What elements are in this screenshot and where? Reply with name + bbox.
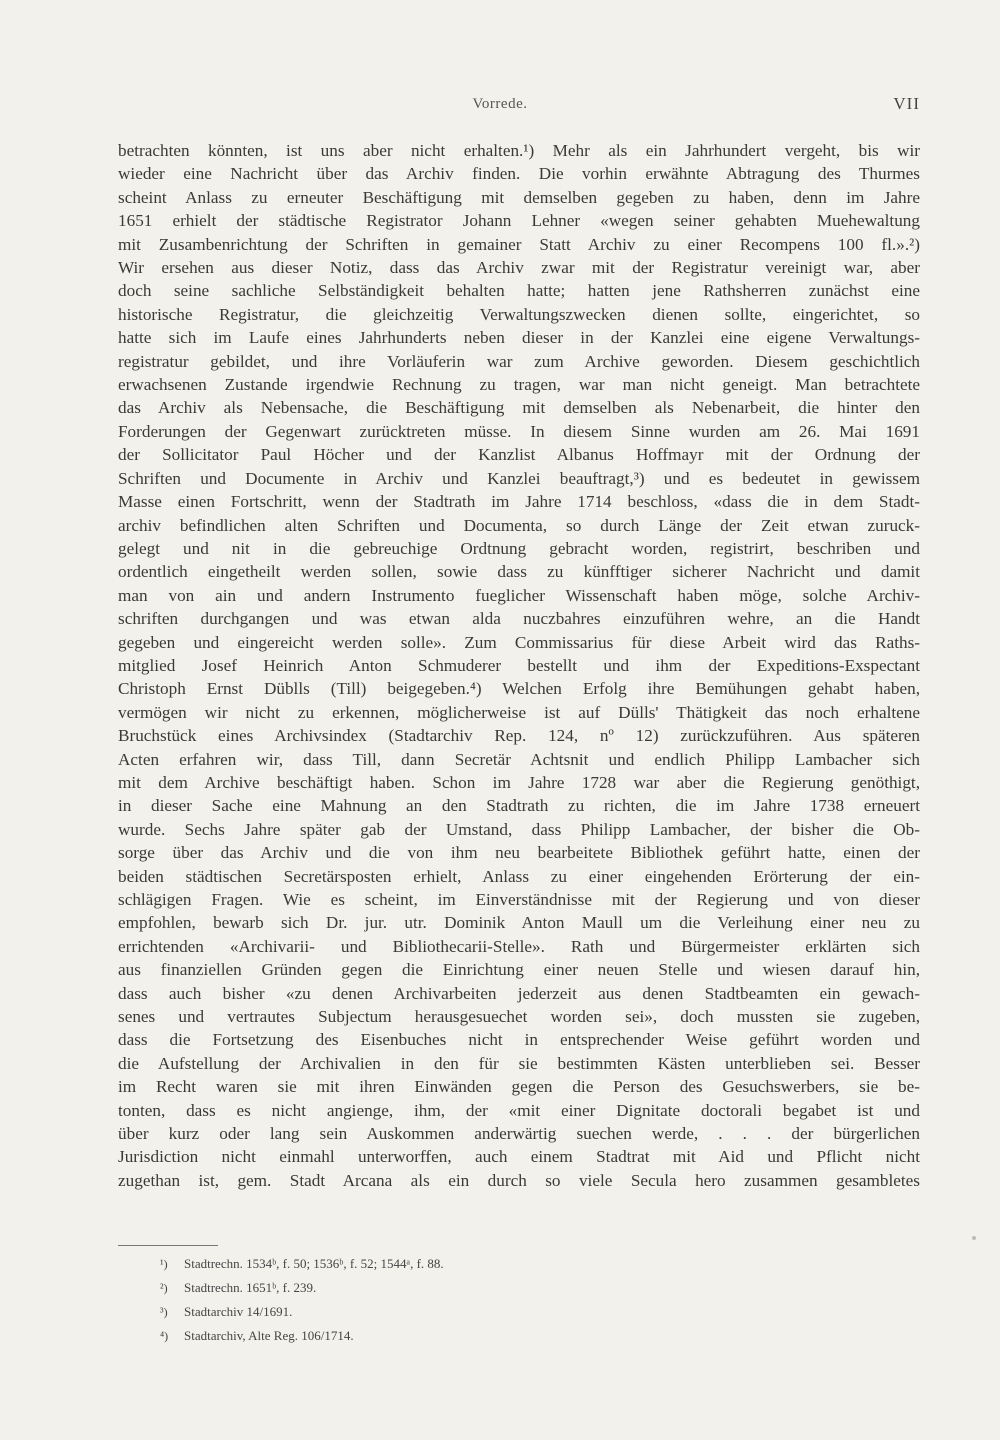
footnote-text: Stadtrechn. 1534ᵇ, f. 50; 1536ᵇ, f. 52; 1544ᵃ, f. 88. [184,1256,444,1271]
text-line: mit Zusambenrichtung der Schriften in gemainer Statt Archiv zu einer Recompens 100 fl.».²) [118,234,920,254]
footnote-marker: ¹) [160,1257,168,1271]
footnote-text: Stadtrechn. 1651ᵇ, f. 239. [184,1280,317,1295]
page-number: VII [893,94,920,113]
text-line: wieder eine Nachricht über das Archiv finden. Die vorhin erwähnte Abtragung des Thurmes [118,164,920,184]
text-line: errichtenden «Archivarii- und Bibliothecarii-Stelle». Rath und Bürgermeister erklärten sich [118,936,920,956]
text-line: Christoph Ernst Düblls (Till) beigegeben.⁴) Welchen Erfolg ihre Bemühungen gehabt haben, [118,679,920,699]
text-line: das Archiv als Nebensache, die Beschäftigung mit demselben als Nebenarbeit, die hinter den [118,398,920,418]
text-line: Jurisdiction nicht einmahl unterworffen, auch einem Stadtrat mit Aid und Pflicht nicht [118,1147,920,1167]
footnote-rule [118,1245,218,1246]
text-line: tonten, dass es nicht angienge, ihm, der «mit einer Dignitate doctorali begabet ist und [118,1100,920,1120]
text-line: scheint Anlass zu erneuter Beschäftigung mit demselben gegeben zu haben, denn im Jahre [118,187,920,207]
text-line: doch seine sachliche Selbständigkeit behalten hatte; hatten jene Rathsherren zunächst eine [118,281,920,301]
footnote-text: Stadtarchiv, Alte Reg. 106/1714. [184,1328,354,1343]
footnote-text: Stadtarchiv 14/1691. [184,1304,293,1319]
text-line: erwachsenen Zustande irgendwie Rechnung zu tragen, war man nicht geneigt. Man betrachtete [118,375,920,395]
text-line: vermögen wir nicht zu erkennen, möglicherweise ist auf Dülls' Thätigkeit das noch erhaltene [118,702,920,722]
text-line: empfohlen, bewarb sich Dr. jur. utr. Dominik Anton Maull um die Verleihung einer neu zu [118,913,920,933]
page-header [0,94,1000,124]
running-head: Vorrede. [472,96,528,112]
text-line: die Aufstellung der Archivalien in den für sie bestimmten Kästen unterblieben sei. Besser [118,1053,920,1073]
text-line: aus finanziellen Gründen gegen die Einrichtung einer neuen Stelle und wiesen darauf hin, [118,960,920,980]
text-line: dass auch bisher «zu denen Archivarbeiten jederzeit aus denen Stadtbeamten ein gewach- [118,983,920,1003]
text-line: Schriften und Documente in Archiv und Kanzlei beauftragt,³) und es bedeutet in gewissem [118,468,920,488]
text-line: betrachten könnten, ist uns aber nicht erhalten.¹) Mehr als ein Jahrhundert vergeht, bis wir [118,141,920,160]
paper-speck [972,1236,976,1240]
text-line: registratur gebildet, und ihre Vorläuferin war zum Archive geworden. Diesem geschichtlich [118,351,920,371]
footnotes [160,1252,760,1348]
footnote [160,1276,760,1300]
text-line: archiv befindlichen alten Schriften und Documenta, so durch Länge der Zeit etwan zuruck- [118,515,920,535]
text-line: zugethan ist, gem. Stadt Arcana als ein durch so viele Secula hero zusammen gesambletes [118,1170,920,1190]
text-line: der Sollicitator Paul Höcher und der Kanzlist Albanus Hoffmayr mit der Ordnung der [118,445,920,465]
text-line: in dieser Sache eine Mahnung an den Stadtrath zu richten, die im Jahre 1738 erneuert [118,796,920,816]
text-line: hatte sich im Laufe eines Jahrhunderts neben dieser in der Kanzlei eine eigene Verwaltungs- [118,328,920,348]
text-line: beiden städtischen Secretärsposten erhielt, Anlass zu einer eingehenden Erörterung der ein- [118,866,920,886]
footnote-marker: ⁴) [160,1329,169,1343]
text-line: mitglied Josef Heinrich Anton Schmuderer bestellt und ihm der Expeditions-Exspectant [118,655,920,675]
text-line: gegeben und eingereicht werden solle». Zum Commissarius für diese Arbeit wird das Raths- [118,632,920,652]
text-line: dass die Fortsetzung des Eisenbuches nicht in entsprechender Weise geführt worden und [118,1030,920,1050]
text-line: senes und vertrautes Subjectum herausgesuechet worden sei», doch mussten sie zugeben, [118,1007,920,1027]
text-line: im Recht waren sie mit ihren Einwänden gegen die Person des Gesuchswerbers, sie be- [118,1077,920,1097]
text-line: 1651 erhielt der städtische Registrator Johann Lehner «wegen seiner gehabten Muehewaltung [118,211,920,231]
text-line: über kurz oder lang sein Auskommen anderwärtig suechen werde, . . . der bürgerlichen [118,1124,920,1144]
text-line: ordentlich eingetheilt werden sollen, sowie dass zu künfftiger sicherer Nachricht und damit [118,562,920,582]
body-text [118,139,920,1192]
footnote-marker: ³) [160,1305,168,1319]
footnote [160,1300,760,1324]
text-line: Masse einen Fortschritt, wenn der Stadtrath im Jahre 1714 beschloss, «dass die in dem Stadt- [118,492,920,512]
text-line: man von ain und andern Instrumento fueglicher Wissenschaft haben möge, solche Archiv- [118,585,920,605]
text-line: sorge über das Archiv und die von ihm neu bearbeitete Bibliothek geführt hatte, einen der [118,843,920,863]
text-line: schlägigen Fragen. Wie es scheint, im Einverständnisse mit der Regierung und von dieser [118,890,920,909]
text-line: Acten erfahren wir, dass Till, dann Secretär Achtsnit und endlich Philipp Lambacher sich [118,749,920,769]
text-line: Forderungen der Gegenwart zurücktreten müsse. In diesem Sinne wurden am 26. Mai 1691 [118,421,920,441]
text-line: gelegt und nit in die gebreuchige Ordtnung gebracht worden, registrirt, beschriben und [118,538,920,558]
text-line: Wir ersehen aus dieser Notiz, dass das Archiv zwar mit der Registratur vereinigt war, aber [118,258,920,278]
text-line: mit dem Archive beschäftigt haben. Schon im Jahre 1728 war aber die Regierung genöthigt, [118,772,920,792]
text-line: Bruchstück eines Archivsindex (Stadtarchiv Rep. 124, nº 12) zurückzuführen. Aus späteren [118,726,920,746]
footnote [160,1324,760,1348]
text-line: historische Registratur, die gleichzeitig Verwaltungszwecken dienen sollte, eingerichtet, so [118,304,920,324]
footnote-marker: ²) [160,1281,168,1295]
footnote [160,1252,760,1276]
text-line: schriften durchgangen und was etwan alda nuczbahres einzuführen wehre, an die Handt [118,609,920,629]
text-line: wurde. Sechs Jahre später gab der Umstand, dass Philipp Lambacher, der bisher die Ob- [118,819,920,839]
